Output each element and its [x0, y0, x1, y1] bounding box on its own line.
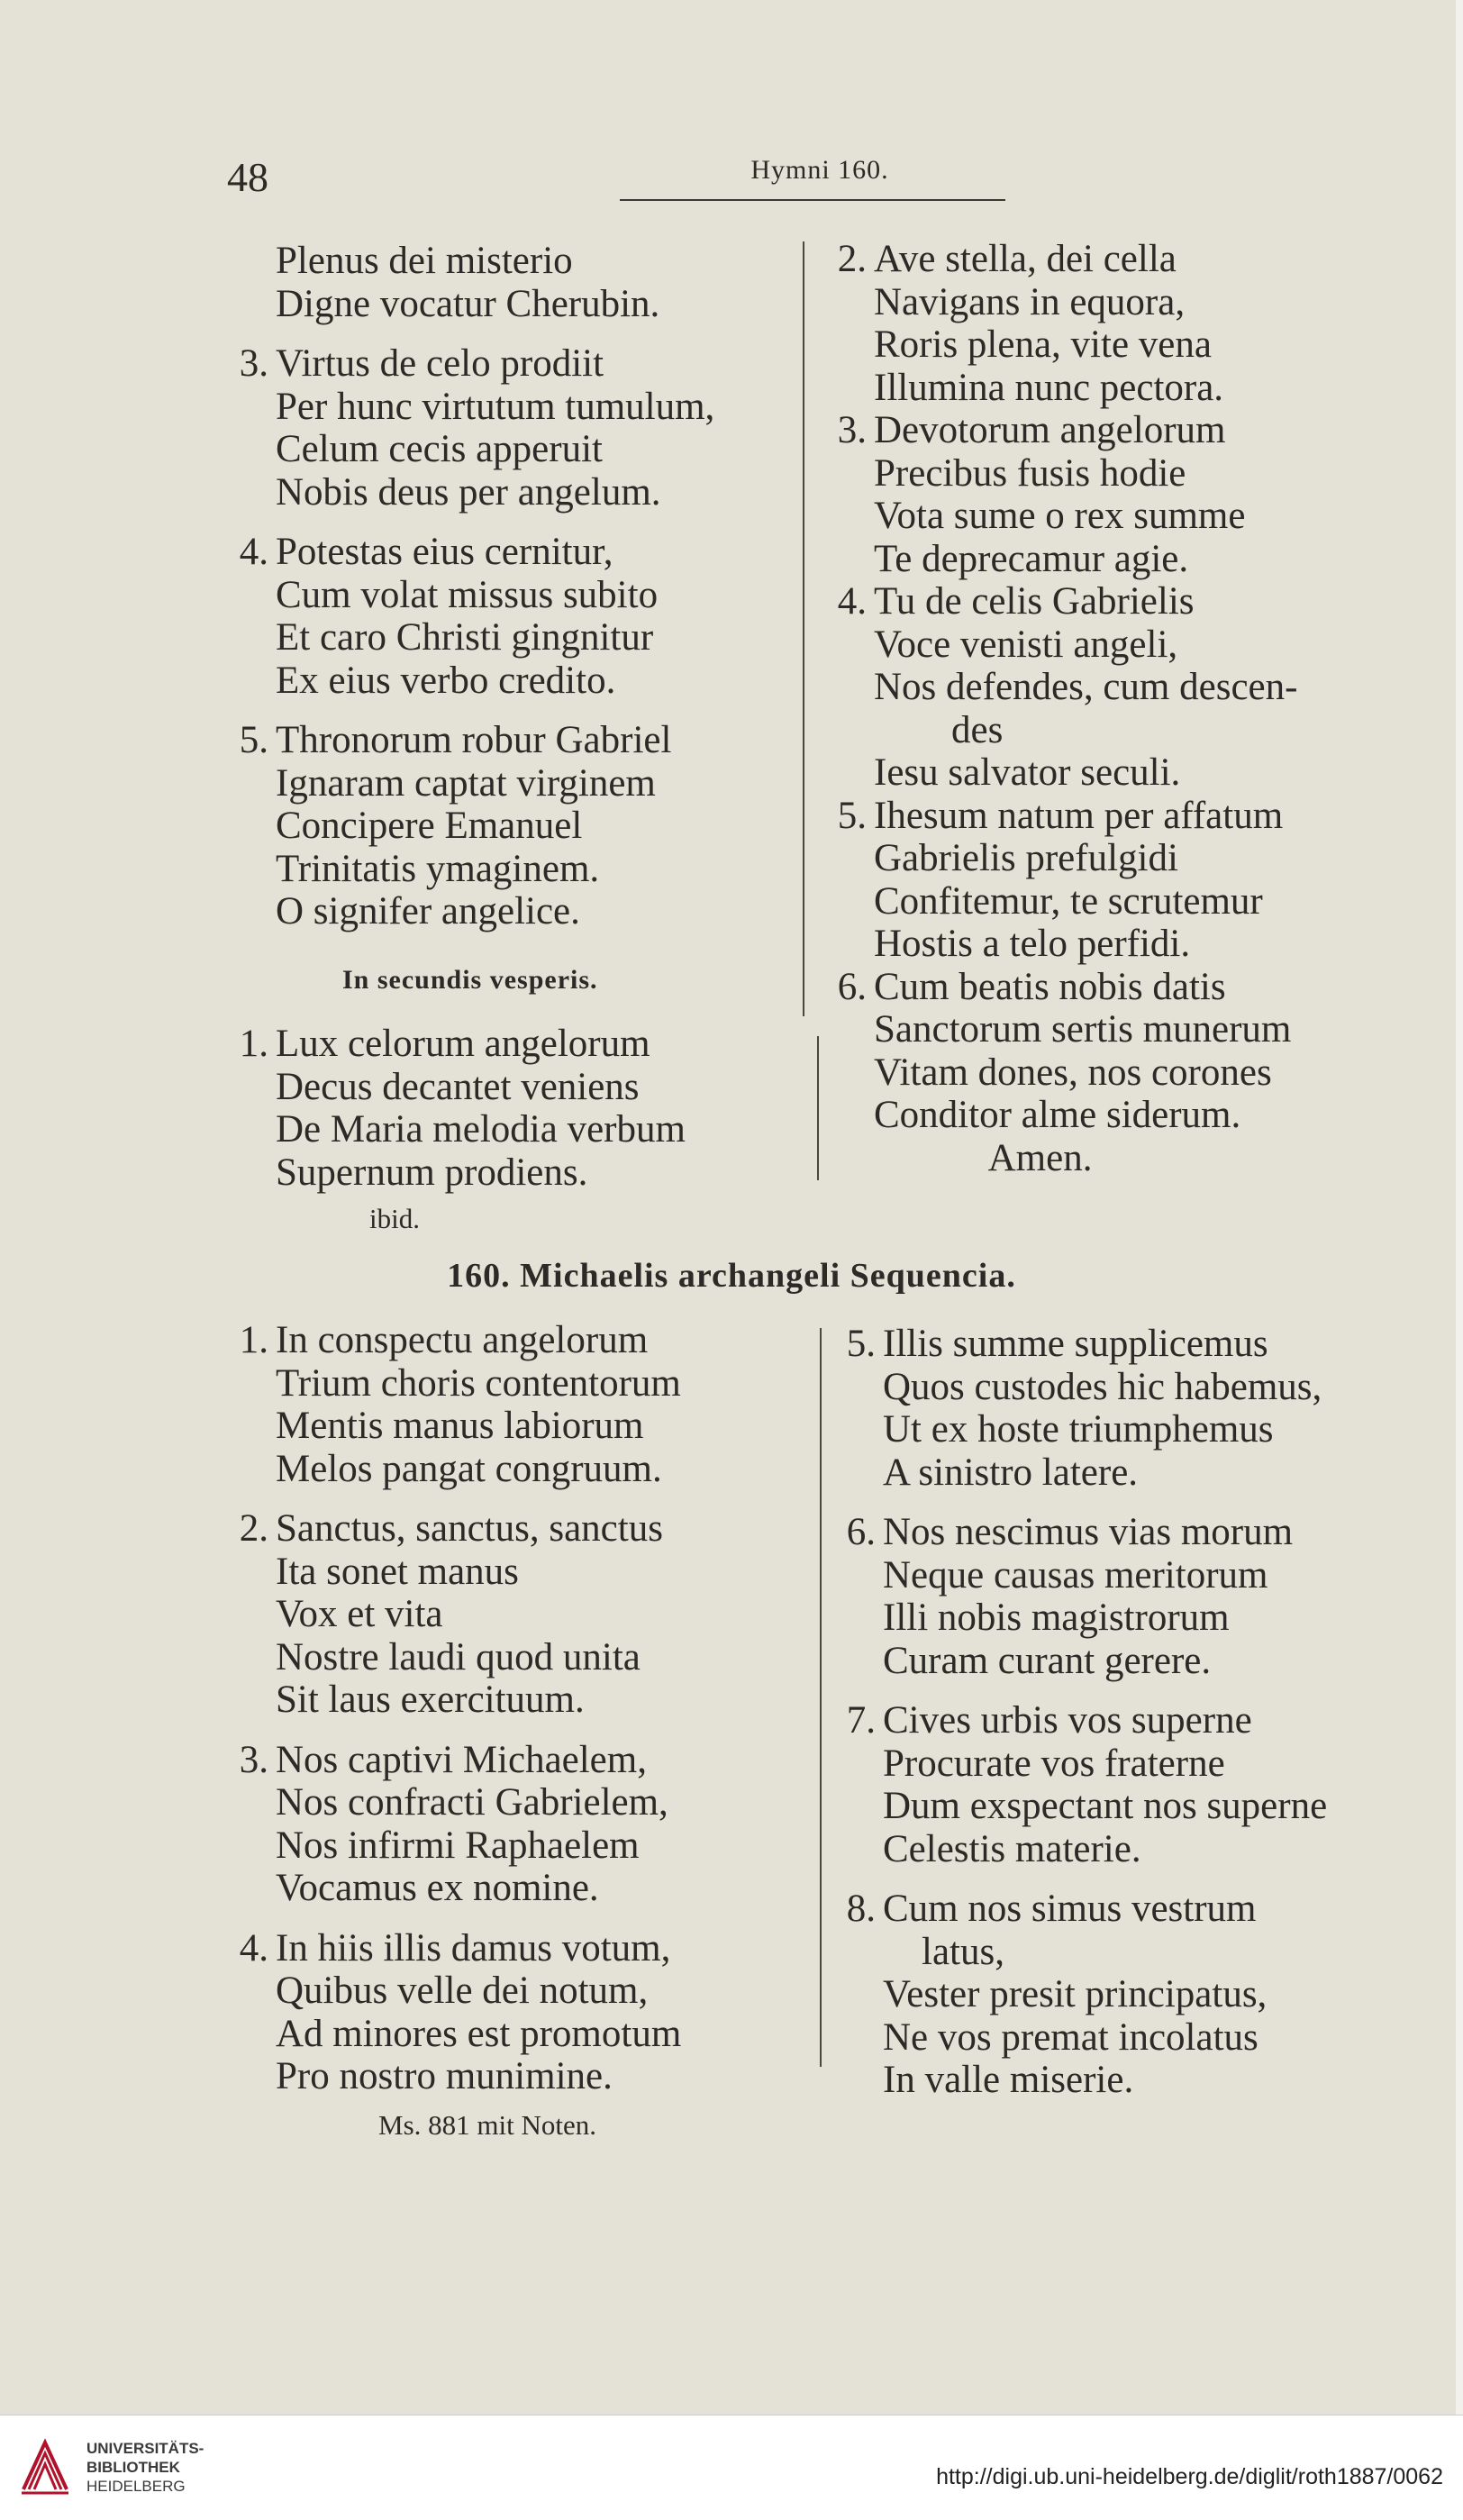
verse-line	[222, 2013, 816, 2056]
stanza-number	[829, 1366, 883, 1409]
page-number: 48	[227, 154, 268, 200]
verse-text: Virtus de celo prodiit	[276, 342, 604, 385]
stanza-gap	[222, 325, 798, 342]
stanza-number	[829, 1742, 883, 1786]
stanza-number	[829, 1785, 883, 1828]
stanza-number	[222, 2055, 276, 2098]
verse-line	[829, 1699, 1423, 1742]
verse-text: Navigans in equora,	[874, 280, 1186, 323]
verse-text: Potestas eius cernitur,	[276, 531, 613, 573]
stanza-number	[222, 1678, 276, 1722]
verse-text: De Maria melodia verbum	[276, 1108, 686, 1151]
verse-text: Lux celorum angelorum	[276, 1023, 650, 1065]
stanza-number	[222, 240, 276, 283]
verse-text: Procurate vos fraterne	[883, 1742, 1225, 1785]
verse-text: Nos infirmi Raphaelem	[276, 1824, 640, 1867]
verse-line	[222, 1023, 798, 1066]
verse-text: Nobis deus per angelum.	[276, 470, 661, 514]
verse-line	[222, 1824, 816, 1868]
verse-line	[820, 367, 1414, 410]
stanza-number	[829, 1408, 883, 1451]
verse-line	[829, 1785, 1423, 1828]
verse-text: Dum exspectant nos superne	[883, 1785, 1328, 1827]
verse-line	[222, 890, 798, 933]
verse-text: Pro nostro munimine.	[276, 2055, 613, 2097]
verse-line	[820, 709, 1414, 752]
verse-line	[820, 623, 1414, 667]
verse-text: Trium choris contentorum	[276, 1361, 681, 1405]
subheading: In secundis vesperis.	[342, 964, 598, 995]
verse-text: Nos captivi Michaelem,	[276, 1738, 647, 1781]
verse-text: Et caro Christi gingnitur	[276, 616, 654, 659]
stanza-number	[222, 1551, 276, 1594]
stanza-number: 2.	[239, 1507, 268, 1550]
verse-line	[222, 762, 798, 805]
verse-text: O signifer angelice.	[276, 890, 580, 932]
verse-text: Nostre laudi quod unita	[276, 1635, 641, 1678]
stanza-gap	[222, 1490, 816, 1507]
column-divider-bottom	[820, 1328, 822, 2067]
column-divider-top-lower	[817, 1036, 819, 1180]
verse-line	[222, 1151, 798, 1195]
stanza-number	[820, 452, 874, 496]
verse-line	[829, 1973, 1423, 2016]
verse-text: Gabrielis prefulgidi	[874, 837, 1178, 879]
verse-text: Hostis a telo perfidi.	[874, 923, 1191, 965]
library-name-line: BIBLIOTHEK	[86, 2459, 180, 2476]
verse-line	[820, 837, 1414, 880]
stanza-gap	[829, 1682, 1423, 1699]
stanza-number	[820, 1137, 874, 1180]
stanza-number: 4.	[239, 531, 268, 573]
stanza-number	[820, 1008, 874, 1051]
verse-text: Celum cecis apperuit	[276, 428, 603, 470]
verse-line	[222, 616, 798, 660]
section-title: 160. Michaelis archangeli Sequencia.	[447, 1257, 1016, 1295]
stanza-number	[222, 1867, 276, 1910]
verse-text: Cives urbis vos superne	[883, 1699, 1252, 1742]
verse-line	[222, 805, 798, 848]
verse-text: Conditor alme siderum.	[874, 1094, 1241, 1136]
stanza-number	[820, 538, 874, 581]
verse-text: Supernum prodiens.	[276, 1151, 588, 1194]
verse-line	[820, 795, 1414, 838]
verse-line	[820, 1137, 1414, 1180]
verse-text: Digne vocatur Cherubin.	[276, 282, 660, 325]
verse-text: Sit laus exercituum.	[276, 1678, 585, 1721]
stanza-number: 3.	[837, 409, 867, 451]
verse-line	[222, 719, 798, 762]
verse-text: Cum beatis nobis datis	[874, 965, 1226, 1008]
stanza-number	[222, 574, 276, 617]
verse-line	[829, 1451, 1423, 1495]
manuscript-note: Ms. 881 mit Noten.	[378, 2108, 596, 2141]
verse-text: Neque causas meritorum	[883, 1553, 1268, 1597]
verse-line	[222, 1781, 816, 1824]
stanza-number	[222, 848, 276, 891]
stanza-number	[222, 428, 276, 471]
verse-line	[820, 666, 1414, 709]
verse-line	[820, 580, 1414, 623]
left-column-top	[222, 240, 798, 1241]
verse-text: Melos pangat congruum.	[276, 1447, 662, 1490]
verse-text: des	[874, 708, 1004, 751]
verse-line	[829, 2016, 1423, 2060]
library-name-line: UNIVERSITÄTS-	[86, 2440, 204, 2457]
running-title: Hymni 160.	[750, 155, 889, 185]
verse-text: Vocamus ex nomine.	[276, 1867, 599, 1909]
verse-text: Nos nescimus vias morum	[883, 1511, 1294, 1553]
stanza-number: 5.	[837, 794, 867, 837]
verse-text: Quos custodes hic habemus,	[883, 1365, 1322, 1408]
verse-text: Illis summe supplicemus	[883, 1323, 1268, 1365]
stanza-number: 5.	[846, 1323, 876, 1365]
stanza-gap	[222, 702, 798, 719]
stanza-number	[820, 709, 874, 752]
stanza-number	[222, 1405, 276, 1448]
stanza-number	[820, 751, 874, 795]
verse-text: Sanctorum sertis munerum	[874, 1008, 1292, 1051]
verse-line	[222, 1448, 816, 1491]
verse-line	[222, 1739, 816, 1782]
right-column-bottom	[829, 1323, 1423, 2102]
verse-text: Illi nobis magistrorum	[883, 1597, 1230, 1639]
verse-line	[829, 1511, 1423, 1554]
source-url-link[interactable]: http://digi.ub.uni-heidelberg.de/diglit/roth1887/0062	[936, 2464, 1443, 2489]
stanza-number	[829, 2016, 883, 2060]
stanza-gap	[222, 514, 798, 531]
verse-line	[820, 538, 1414, 581]
stanza-number	[222, 1636, 276, 1679]
verse-line	[222, 1927, 816, 1970]
library-logo-icon	[18, 2435, 72, 2498]
verse-text: Ihesum natum per affatum	[874, 794, 1284, 837]
stanza-number	[222, 386, 276, 429]
verse-text: Amen.	[874, 1136, 1093, 1179]
stanza-number	[829, 1597, 883, 1640]
verse-text: Sanctus, sanctus, sanctus	[276, 1507, 663, 1550]
verse-text: Ex eius verbo credito.	[276, 659, 616, 702]
verse-text: Ut ex hoste triumphemus	[883, 1408, 1274, 1451]
verse-text: Ignaram captat virginem	[276, 761, 656, 805]
verse-text: Concipere Emanuel	[276, 805, 583, 847]
verse-text: In conspectu angelorum	[276, 1319, 649, 1361]
verse-text: Per hunc virtutum tumulum,	[276, 385, 715, 428]
verse-line	[222, 1678, 816, 1722]
verse-line	[222, 1319, 816, 1362]
verse-line	[222, 2055, 816, 2098]
verse-text: latus,	[883, 1930, 1004, 1973]
verse-text: Vota sume o rex summe	[874, 495, 1246, 537]
verse-line	[829, 1828, 1423, 1871]
verse-line	[222, 283, 798, 326]
stanza-number	[222, 1781, 276, 1824]
column-divider-top	[803, 241, 804, 1016]
stanza-number	[222, 762, 276, 805]
verse-text: Tu de celis Gabrielis	[874, 580, 1195, 623]
verse-text: Vox et vita	[276, 1593, 443, 1635]
stanza-number: 6.	[837, 965, 867, 1008]
stanza-number	[222, 1066, 276, 1109]
verse-text: Confitemur, te scrutemur	[874, 879, 1263, 923]
verse-line	[829, 1597, 1423, 1640]
verse-text: Ne vos premat incolatus	[883, 2015, 1259, 2059]
stanza-number	[222, 471, 276, 514]
stanza-gap	[222, 1722, 816, 1739]
stanza-number: 1.	[239, 1023, 268, 1065]
stanza-number: 6.	[846, 1511, 876, 1553]
verse-text: Vitam dones, nos corones	[874, 1051, 1272, 1094]
verse-text: Celestis materie.	[883, 1827, 1141, 1870]
stanza-number	[820, 367, 874, 410]
verse-line	[222, 531, 798, 574]
verse-line	[222, 1636, 816, 1679]
verse-text: Quibus velle dei notum,	[276, 1970, 649, 2012]
verse-line	[222, 1066, 798, 1109]
stanza-number	[820, 623, 874, 667]
verse-line	[820, 323, 1414, 367]
verse-text: Precibus fusis hodie	[874, 451, 1186, 495]
verse-line	[829, 2059, 1423, 2102]
stanza-number	[222, 1593, 276, 1636]
stanza-number	[829, 1451, 883, 1495]
verse-line	[222, 1593, 816, 1636]
verse-text: Thronorum robur Gabriel	[276, 719, 672, 761]
stanza-number	[829, 1931, 883, 1974]
stanza-number	[222, 1824, 276, 1868]
verse-line	[222, 1970, 816, 2013]
verse-line	[222, 1867, 816, 1910]
verse-text: Te deprecamur agie.	[874, 537, 1189, 580]
stanza-number	[820, 495, 874, 538]
verse-text: Ave stella, dei cella	[874, 238, 1177, 280]
verse-text: Iesu salvator seculi.	[874, 751, 1181, 794]
stanza-number	[829, 1973, 883, 2016]
verse-line	[820, 495, 1414, 538]
stanza-number	[222, 890, 276, 933]
stanza-number	[222, 805, 276, 848]
verse-text: Curam curant gerere.	[883, 1639, 1212, 1682]
verse-text: Mentis manus labiorum	[276, 1405, 644, 1447]
verse-line	[820, 238, 1414, 281]
verse-line	[222, 848, 798, 891]
stanza-number: 5.	[239, 719, 268, 761]
verse-line	[829, 1408, 1423, 1451]
stanza-number	[222, 1970, 276, 2013]
stanza-number	[820, 880, 874, 923]
stanza-number	[820, 323, 874, 367]
verse-text: Illumina nunc pectora.	[874, 366, 1224, 409]
library-name-line: HEIDELBERG	[86, 2478, 186, 2495]
verse-line	[222, 1362, 816, 1406]
verse-line	[820, 452, 1414, 496]
stanza-number: 8.	[846, 1888, 876, 1930]
verse-line	[820, 409, 1414, 452]
stanza-number	[829, 1640, 883, 1683]
stanza-number	[820, 1051, 874, 1095]
verse-line	[820, 751, 1414, 795]
verse-line	[222, 471, 798, 514]
verse-text: Plenus dei misterio	[276, 240, 573, 282]
verse-text: Nos confracti Gabrielem,	[276, 1781, 668, 1824]
verse-line	[222, 574, 798, 617]
stanza-gap	[829, 1494, 1423, 1511]
stanza-number: 2.	[837, 238, 867, 280]
stanza-number	[222, 283, 276, 326]
stanza-number	[829, 1828, 883, 1871]
verse-text: Devotorum angelorum	[874, 409, 1226, 451]
verse-line	[820, 1008, 1414, 1051]
verse-line	[829, 1888, 1423, 1931]
stanza-number: 1.	[239, 1319, 268, 1361]
right-column-top	[820, 238, 1414, 1179]
stanza-number	[820, 1094, 874, 1137]
stanza-number: 4.	[239, 1926, 268, 1970]
verse-line	[222, 1108, 798, 1151]
verse-text: Nos defendes, cum descen-	[874, 666, 1298, 708]
stanza-number	[222, 1362, 276, 1406]
stanza-number	[829, 2059, 883, 2102]
verse-line	[222, 1507, 816, 1551]
verse-text: In hiis illis damus votum,	[276, 1926, 671, 1970]
stanza-number	[222, 616, 276, 660]
verse-text: A sinistro latere.	[883, 1451, 1139, 1494]
verse-line	[222, 240, 798, 283]
verse-text: Trinitatis ymaginem.	[276, 847, 600, 890]
verse-line	[829, 1931, 1423, 1974]
stanza-number	[820, 666, 874, 709]
verse-line	[829, 1554, 1423, 1597]
ibid-note: ibid.	[369, 1203, 420, 1234]
stanza-gap	[829, 1870, 1423, 1888]
verse-line	[820, 880, 1414, 923]
verse-line	[222, 386, 798, 429]
stanza-number: 3.	[239, 1738, 268, 1781]
stanza-gap	[222, 1910, 816, 1927]
stanza-number: 4.	[837, 580, 867, 623]
stanza-number	[820, 923, 874, 966]
left-column-bottom	[222, 1319, 816, 2146]
verse-text: Vester presit principatus,	[883, 1973, 1268, 2015]
verse-line	[222, 1405, 816, 1448]
verse-line	[820, 281, 1414, 324]
library-name	[86, 2439, 204, 2496]
stanza-number	[222, 1448, 276, 1491]
verse-line	[820, 1051, 1414, 1095]
verse-line	[829, 1323, 1423, 1366]
stanza-number	[222, 2013, 276, 2056]
verse-text: Roris plena, vite vena	[874, 323, 1212, 366]
verse-line	[829, 1366, 1423, 1409]
stanza-number	[222, 1151, 276, 1195]
stanza-number	[820, 281, 874, 324]
stanza-number	[829, 1554, 883, 1597]
stanza-number	[222, 660, 276, 703]
stanza-number	[820, 837, 874, 880]
stanza-number: 7.	[846, 1699, 876, 1742]
verse-line	[829, 1640, 1423, 1683]
verse-text: Decus decantet veniens	[276, 1065, 640, 1108]
verse-text: Cum volat missus subito	[276, 573, 659, 616]
header-rule	[620, 199, 1005, 201]
verse-line	[820, 1094, 1414, 1137]
verse-line	[222, 660, 798, 703]
verse-line	[820, 966, 1414, 1009]
verse-line	[222, 342, 798, 386]
stanza-number: 3.	[239, 342, 268, 385]
verse-text: Voce venisti angeli,	[874, 623, 1178, 666]
stanza-number	[222, 1108, 276, 1151]
verse-line	[222, 1551, 816, 1594]
verse-text: Ad minores est promotum	[276, 2012, 682, 2055]
verse-text: Cum nos simus vestrum	[883, 1888, 1257, 1930]
verse-line	[820, 923, 1414, 966]
verse-line	[222, 428, 798, 471]
verse-text: In valle miserie.	[883, 2059, 1134, 2101]
verse-line	[829, 1742, 1423, 1786]
verse-text: Ita sonet manus	[276, 1550, 519, 1593]
